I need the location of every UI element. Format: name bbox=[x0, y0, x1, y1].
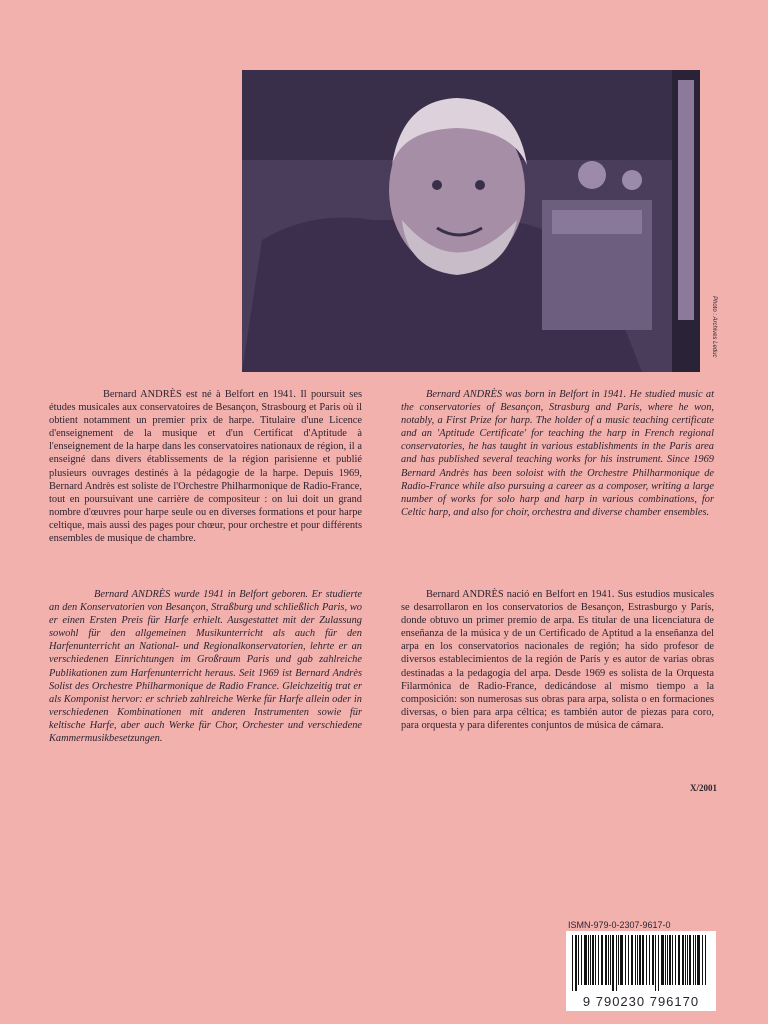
bio-french: Bernard ANDRÈS est né à Belfort en 1941. Il poursuit ses études musicales aux conservatoires de Besançon, Strasbourg et Paris où il obtient notamment un premier prix de harpe. Titulaire d'une Licence d'enseignement de la musique et d'un Certificat d'Aptitude à l'enseignement de la harpe dans les conservatoires nationaux de région, il a enseigné dans divers établissements de la région parisienne et publié plusieurs ouvrages destinés à la pédagogie de la harpe. Depuis 1969, Bernard Andrès est soliste de l'Orchestre Philharmonique de Radio-France, tout en poursuivant une carrière de compositeur : on lui doit un grand nombre d'œuvres pour harpe seule ou en diverses formations et pour harpe celtique, mais aussi des pages pour chœur, pour orchestre et pour différents ensembles de musique de chambre. bbox=[49, 389, 362, 545]
barcode-bar bbox=[655, 935, 656, 991]
barcode-bar bbox=[601, 935, 603, 985]
barcode-bar bbox=[705, 935, 706, 985]
barcode-bar bbox=[635, 935, 636, 985]
bio-english: Bernard ANDRÈS was born in Belfort in 1941. He studied music at the conservatories of Besançon, Strasburg and Paris, where he won, notably, a First Prize for harp. The holder of a music teaching certificate and an 'Aptitude Certificate' for teaching the harp in French regional conservatories, he has taught in various establishments in the Paris area and has published several teaching works for his instrument. Since 1969 Bernard Andrès has been soloist with the Orchestre Philharmonique de Radio-France while also pursuing a career as a composer, writing a large number of works for solo harp and harp in various combinations, for Celtic harp, and also for choir, orchestra and diverse chamber ensembles. bbox=[401, 389, 714, 518]
publication-date: X/2001 bbox=[690, 783, 717, 793]
barcode-bar bbox=[682, 935, 684, 985]
barcode-bar bbox=[649, 935, 650, 985]
barcode-bar bbox=[625, 935, 626, 985]
barcode-bar bbox=[616, 935, 617, 991]
barcode-bar bbox=[639, 935, 641, 985]
barcode bbox=[566, 931, 716, 1011]
barcode-bar bbox=[669, 935, 671, 985]
barcode-bar bbox=[581, 935, 582, 985]
barcode-bar bbox=[672, 935, 673, 985]
bio-spanish: Bernard ANDRÈS nació en Belfort en 1941. Sus estudios musicales se desarrollaron en los conservatorios de Besançon, Estrasburgo y París, donde obtuvo un primer premio de arpa. Es titular de una licenciatura de enseñanza de la música y de un Certificado de Aptitud a la enseñanza del arpa en los conservatorios nacionales de región; ha sido profesor de diversos establecimientos de la región de París y es autor de varias obras destinadas a la pedagogía del arpa. Desde 1969 es solista de la Orquesta Filarmónica de Radio-France, dedicándose al mismo tiempo a la composición: son numerosas sus obras para arpa, solista o en formaciones diversas, o bien para arpa céltica; es también autor de piezas para coro, para orquesta y para diferentes conjuntos de música de cámara. bbox=[401, 589, 714, 731]
barcode-bar bbox=[642, 935, 644, 985]
barcode-bar bbox=[658, 935, 659, 991]
barcode-bar bbox=[572, 935, 573, 991]
barcode-digits: 9 790230 796170 bbox=[566, 994, 716, 1009]
barcode-bar bbox=[605, 935, 607, 985]
barcode-bar bbox=[695, 935, 696, 985]
barcode-bar bbox=[610, 935, 611, 985]
barcode-bar bbox=[612, 935, 614, 991]
portrait-image bbox=[242, 70, 700, 372]
barcode-bar bbox=[667, 935, 668, 985]
barcode-bar bbox=[592, 935, 594, 985]
barcode-bar bbox=[689, 935, 691, 985]
photo-credit: Photo : Archives Leduc bbox=[711, 296, 717, 358]
barcode-bar bbox=[637, 935, 638, 985]
barcode-bar bbox=[628, 935, 629, 985]
barcode-bar bbox=[595, 935, 596, 985]
composer-photo bbox=[242, 70, 700, 372]
barcode-bar bbox=[697, 935, 700, 985]
barcode-bar bbox=[575, 935, 577, 991]
barcode-bar bbox=[685, 935, 686, 985]
barcode-bar bbox=[620, 935, 623, 985]
barcode-bar bbox=[608, 935, 609, 985]
barcode-bar bbox=[678, 935, 680, 985]
barcode-bar bbox=[590, 935, 591, 985]
barcode-bar bbox=[598, 935, 599, 985]
ismn-label: ISMN-979-0-2307-9617-0 bbox=[568, 920, 671, 930]
barcode-bar bbox=[646, 935, 647, 985]
barcode-block bbox=[566, 917, 716, 1015]
barcode-bar bbox=[702, 935, 703, 985]
barcode-bar bbox=[618, 935, 619, 985]
barcode-bar bbox=[631, 935, 633, 985]
barcode-bar bbox=[665, 935, 666, 985]
barcode-bar bbox=[687, 935, 688, 985]
barcode-bars bbox=[572, 935, 710, 991]
barcode-bar bbox=[652, 935, 654, 985]
barcode-bar bbox=[675, 935, 676, 985]
barcode-bar bbox=[693, 935, 694, 985]
barcode-bar bbox=[584, 935, 587, 985]
barcode-bar bbox=[588, 935, 589, 985]
bio-german: Bernard ANDRÈS wurde 1941 in Belfort geboren. Er studierte an den Konservatorien von Besançon, Straßburg und schließlich Paris, wo er einen Ersten Preis für Harfe erhielt. Ausgestattet mit der Zulassung sowohl für den allgemeinen Musikunterricht als auch für den Harfenunterricht an National- und Regionalkonservatorien, lehrte er an verschiedenen Einrichtungen im Großraum Paris und gab zahlreiche Publikationen zum Harfenunterricht heraus. Seit 1969 ist Bernard Andrès Solist des Orchestre Philharmonique de Radio France. Gleichzeitig trat er als Komponist hervor: er schrieb zahlreiche Werke für Harfe allein oder in verschiedenen Kombinationen mit anderen Instrumenten sowie für keltische Harfe, aber auch Werke für Chor, Orchester und verschiedene Kammermusikbesetzungen. bbox=[49, 589, 362, 745]
barcode-bar bbox=[578, 935, 579, 985]
barcode-bar bbox=[661, 935, 664, 985]
